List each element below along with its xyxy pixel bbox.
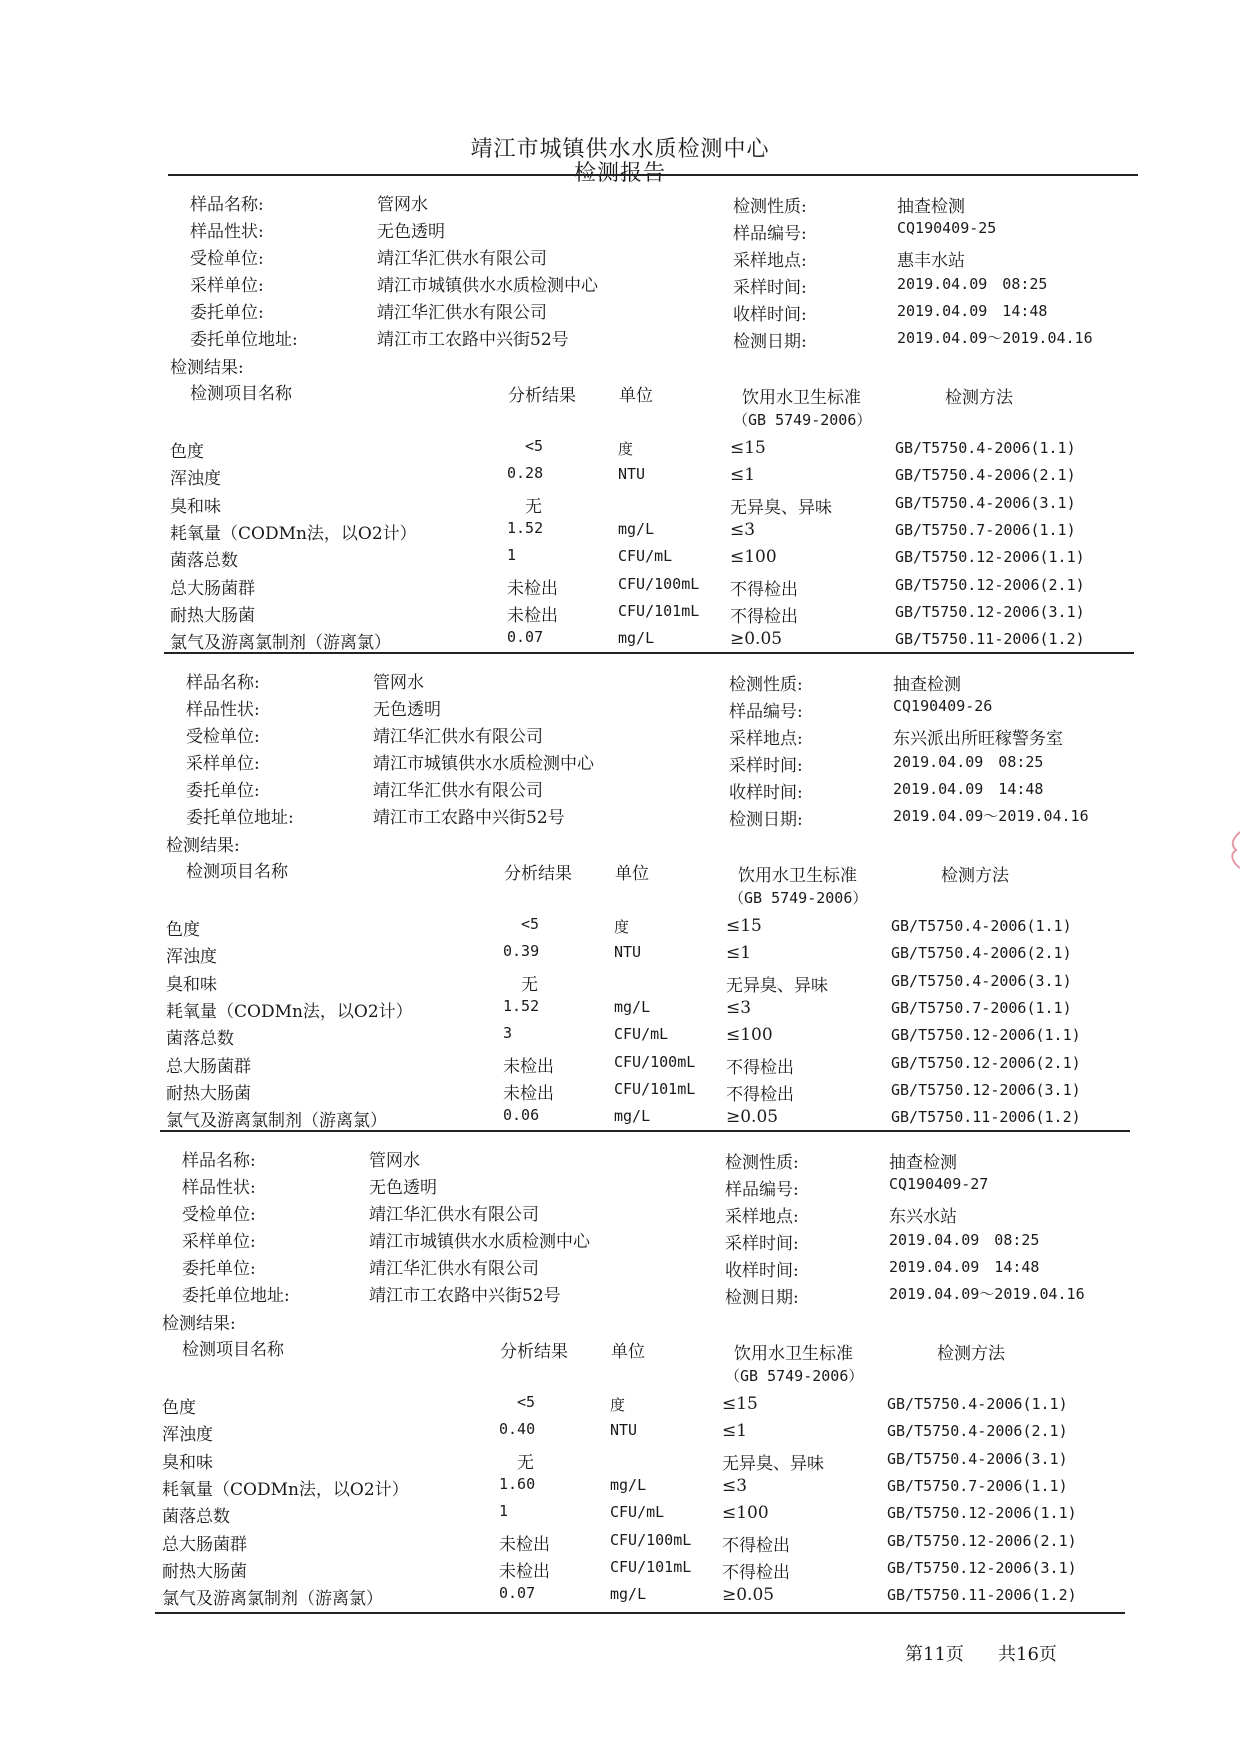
label-test-nature: 检测性质: <box>725 1153 799 1173</box>
value-sampling-unit: 靖江市城镇供水水质检测中心 <box>377 276 598 296</box>
standard-value: 无异臭、异味 <box>730 497 832 518</box>
col-unit-header: 单位 <box>615 864 649 884</box>
unit-value: mg/L <box>610 1585 647 1604</box>
result-value: 未检出 <box>503 1083 554 1104</box>
label-sampling-site: 采样地点: <box>729 729 803 749</box>
paper-stain <box>1224 830 1240 870</box>
result-value: 1.52 <box>503 996 540 1015</box>
unit-value: NTU <box>618 465 646 484</box>
value-sampling-time: 2019.04.09 08:25 <box>893 753 1044 771</box>
value-receipt-time: 2019.04.09 14:48 <box>893 780 1044 798</box>
result-value: 0.28 <box>507 464 544 483</box>
method-value: GB/T5750.4-2006(2.1) <box>891 944 1072 963</box>
label-sampling-time: 采样时间: <box>729 756 803 776</box>
label-client-unit: 委托单位: <box>186 781 260 801</box>
col-standard-header: 饮用水卫生标准 <box>742 388 861 408</box>
col-standard-code: （GB 5749-2006） <box>733 411 872 429</box>
method-value: GB/T5750.7-2006(1.1) <box>891 998 1072 1017</box>
unit-value: mg/L <box>618 519 655 538</box>
value-sampling-site: 惠丰水站 <box>897 251 965 271</box>
result-value: <5 <box>525 437 544 455</box>
standard-value: ≤15 <box>726 916 762 936</box>
result-value: 0.39 <box>503 942 540 961</box>
method-value: GB/T5750.12-2006(2.1) <box>887 1531 1077 1550</box>
standard-value: ≥0.05 <box>730 629 783 650</box>
standard-value: 不得检出 <box>730 579 798 600</box>
result-value: 0.40 <box>499 1420 536 1439</box>
unit-value: CFU/mL <box>610 1503 665 1522</box>
value-sample-no: CQ190409-25 <box>897 219 997 237</box>
method-value: GB/T5750.7-2006(1.1) <box>887 1476 1068 1495</box>
item-name: 耐热大肠菌 <box>166 1083 251 1104</box>
col-result-header: 分析结果 <box>504 864 572 884</box>
standard-value: ≤1 <box>722 1421 748 1442</box>
method-value: GB/T5750.12-2006(2.1) <box>891 1053 1081 1072</box>
result-value: 无 <box>517 1452 534 1473</box>
value-sample-state: 无色透明 <box>369 1178 437 1198</box>
value-sample-name: 管网水 <box>377 195 428 215</box>
item-name: 总大肠菌群 <box>162 1534 247 1555</box>
label-sampling-time: 采样时间: <box>725 1234 799 1254</box>
method-value: GB/T5750.11-2006(1.2) <box>891 1108 1081 1127</box>
item-name: 氯气及游离氯制剂（游离氯） <box>162 1589 383 1610</box>
result-value: 1 <box>499 1502 509 1521</box>
value-sampling-site: 东兴水站 <box>889 1207 957 1227</box>
value-test-date: 2019.04.09～2019.04.16 <box>897 329 1093 347</box>
value-test-nature: 抽查检测 <box>897 197 965 217</box>
label-client-unit: 委托单位: <box>190 303 264 323</box>
standard-value: ≥0.05 <box>722 1585 775 1606</box>
value-inspected-unit: 靖江华汇供水有限公司 <box>369 1205 539 1225</box>
results-heading: 检测结果: <box>170 358 244 378</box>
label-client-unit: 委托单位: <box>182 1259 256 1279</box>
label-test-date: 检测日期: <box>733 332 807 352</box>
label-test-nature: 检测性质: <box>733 197 807 217</box>
item-name: 浑浊度 <box>166 947 217 968</box>
unit-value: mg/L <box>614 997 651 1016</box>
method-value: GB/T5750.12-2006(3.1) <box>891 1080 1081 1099</box>
item-name: 浑浊度 <box>162 1425 213 1446</box>
value-sample-no: CQ190409-27 <box>889 1175 989 1193</box>
item-name: 总大肠菌群 <box>170 578 255 599</box>
label-sample-no: 样品编号: <box>725 1180 799 1200</box>
value-sample-name: 管网水 <box>373 673 424 693</box>
standard-value: 不得检出 <box>726 1057 794 1078</box>
unit-value: NTU <box>610 1421 638 1440</box>
col-item-header: 检测项目名称 <box>182 1340 284 1360</box>
value-client-address: 靖江市工农路中兴街52号 <box>369 1286 561 1306</box>
item-name: 耐热大肠菌 <box>162 1561 247 1582</box>
label-sample-state: 样品性状: <box>186 700 260 720</box>
standard-value: ≤100 <box>730 547 777 568</box>
label-sampling-unit: 采样单位: <box>190 276 264 296</box>
standard-value: ≤100 <box>726 1025 773 1046</box>
col-method-header: 检测方法 <box>937 1344 1005 1364</box>
method-value: GB/T5750.4-2006(2.1) <box>887 1422 1068 1441</box>
value-sample-no: CQ190409-26 <box>893 697 993 715</box>
results-heading: 检测结果: <box>166 836 240 856</box>
result-value: 无 <box>521 974 538 995</box>
col-unit-header: 单位 <box>611 1342 645 1362</box>
value-test-nature: 抽查检测 <box>889 1153 957 1173</box>
item-name: 耗氧量（CODMn法，以O2计） <box>170 523 417 544</box>
col-standard-header: 饮用水卫生标准 <box>738 866 857 886</box>
result-value: 0.06 <box>503 1106 540 1125</box>
standard-value: ≤3 <box>730 519 756 540</box>
label-sampling-time: 采样时间: <box>733 278 807 298</box>
value-receipt-time: 2019.04.09 14:48 <box>897 302 1048 320</box>
label-inspected-unit: 受检单位: <box>182 1205 256 1225</box>
item-name: 耗氧量（CODMn法，以O2计） <box>162 1479 409 1500</box>
col-standard-header: 饮用水卫生标准 <box>734 1344 853 1364</box>
method-value: GB/T5750.4-2006(3.1) <box>887 1449 1068 1468</box>
label-inspected-unit: 受检单位: <box>190 249 264 269</box>
item-name: 耐热大肠菌 <box>170 605 255 626</box>
result-value: 无 <box>525 496 542 517</box>
method-value: GB/T5750.12-2006(1.1) <box>895 548 1085 567</box>
item-name: 浑浊度 <box>170 469 221 490</box>
value-sampling-unit: 靖江市城镇供水水质检测中心 <box>373 754 594 774</box>
results-heading: 检测结果: <box>162 1314 236 1334</box>
standard-value: ≤15 <box>730 438 766 458</box>
standard-value: ≤3 <box>726 997 752 1018</box>
col-unit-header: 单位 <box>619 386 653 406</box>
result-value: 未检出 <box>499 1534 550 1555</box>
standard-value: 不得检出 <box>722 1562 790 1583</box>
report-org-title: 靖江市城镇供水水质检测中心 <box>470 137 770 162</box>
result-value: 未检出 <box>507 578 558 599</box>
value-sample-state: 无色透明 <box>373 700 441 720</box>
standard-value: ≤3 <box>722 1475 748 1496</box>
report-title: 检测报告 <box>573 161 666 186</box>
item-name: 菌落总数 <box>162 1507 230 1528</box>
method-value: GB/T5750.11-2006(1.2) <box>887 1586 1077 1605</box>
label-receipt-time: 收样时间: <box>733 305 807 325</box>
standard-value: ≥0.05 <box>726 1107 779 1128</box>
col-standard-code: （GB 5749-2006） <box>729 889 868 907</box>
result-value: <5 <box>521 915 540 933</box>
value-receipt-time: 2019.04.09 14:48 <box>889 1258 1040 1276</box>
method-value: GB/T5750.11-2006(1.2) <box>895 630 1085 649</box>
standard-value: 不得检出 <box>726 1084 794 1105</box>
value-test-date: 2019.04.09～2019.04.16 <box>889 1285 1085 1303</box>
value-client-address: 靖江市工农路中兴街52号 <box>377 330 569 350</box>
method-value: GB/T5750.4-2006(1.1) <box>895 439 1076 457</box>
unit-value: mg/L <box>610 1475 647 1494</box>
method-value: GB/T5750.4-2006(2.1) <box>895 466 1076 485</box>
label-test-date: 检测日期: <box>729 810 803 830</box>
item-name: 耗氧量（CODMn法，以O2计） <box>166 1001 413 1022</box>
unit-value: 度 <box>618 440 634 458</box>
section-separator <box>168 174 1138 176</box>
unit-value: CFU/101mL <box>618 601 700 620</box>
standard-value: ≤100 <box>722 1503 769 1524</box>
col-result-header: 分析结果 <box>500 1342 568 1362</box>
col-item-header: 检测项目名称 <box>190 384 292 404</box>
result-value: 1.60 <box>499 1474 536 1493</box>
method-value: GB/T5750.4-2006(3.1) <box>891 971 1072 990</box>
col-standard-code: （GB 5749-2006） <box>725 1367 864 1385</box>
item-name: 菌落总数 <box>166 1029 234 1050</box>
method-value: GB/T5750.12-2006(1.1) <box>887 1504 1077 1523</box>
label-sample-name: 样品名称: <box>182 1151 256 1171</box>
result-value: 1 <box>507 546 517 565</box>
value-sample-name: 管网水 <box>369 1151 420 1171</box>
footer-rule <box>155 1612 1125 1614</box>
label-sampling-unit: 采样单位: <box>186 754 260 774</box>
value-sampling-unit: 靖江市城镇供水水质检测中心 <box>369 1232 590 1252</box>
unit-value: 度 <box>610 1396 626 1414</box>
method-value: GB/T5750.12-2006(1.1) <box>891 1026 1081 1045</box>
standard-value: ≤1 <box>726 943 752 964</box>
label-test-date: 检测日期: <box>725 1288 799 1308</box>
value-inspected-unit: 靖江华汇供水有限公司 <box>377 249 547 269</box>
label-client-address: 委托单位地址: <box>190 330 298 350</box>
item-name: 色度 <box>162 1398 196 1418</box>
unit-value: NTU <box>614 943 642 962</box>
section-separator <box>160 1130 1130 1132</box>
result-value: <5 <box>517 1393 536 1411</box>
standard-value: 无异臭、异味 <box>722 1453 824 1474</box>
label-inspected-unit: 受检单位: <box>186 727 260 747</box>
standard-value: 无异臭、异味 <box>726 975 828 996</box>
standard-value: 不得检出 <box>730 606 798 627</box>
label-receipt-time: 收样时间: <box>729 783 803 803</box>
standard-value: ≤1 <box>730 465 756 486</box>
label-sample-no: 样品编号: <box>733 224 807 244</box>
item-name: 臭和味 <box>170 496 221 517</box>
result-value: 未检出 <box>499 1561 550 1582</box>
method-value: GB/T5750.12-2006(3.1) <box>887 1558 1077 1577</box>
result-value: 3 <box>503 1024 513 1043</box>
standard-value: ≤15 <box>722 1394 758 1414</box>
method-value: GB/T5750.12-2006(2.1) <box>895 575 1085 594</box>
label-sample-name: 样品名称: <box>186 673 260 693</box>
label-client-address: 委托单位地址: <box>182 1286 290 1306</box>
label-sampling-site: 采样地点: <box>733 251 807 271</box>
value-inspected-unit: 靖江华汇供水有限公司 <box>373 727 543 747</box>
label-client-address: 委托单位地址: <box>186 808 294 828</box>
value-test-nature: 抽查检测 <box>893 675 961 695</box>
label-sampling-unit: 采样单位: <box>182 1232 256 1252</box>
result-value: 0.07 <box>499 1584 536 1603</box>
label-sample-name: 样品名称: <box>190 195 264 215</box>
col-method-header: 检测方法 <box>945 388 1013 408</box>
value-sampling-time: 2019.04.09 08:25 <box>897 275 1048 293</box>
result-value: 0.07 <box>507 628 544 647</box>
label-test-nature: 检测性质: <box>729 675 803 695</box>
item-name: 臭和味 <box>162 1452 213 1473</box>
item-name: 氯气及游离氯制剂（游离氯） <box>170 633 391 654</box>
method-value: GB/T5750.4-2006(1.1) <box>891 917 1072 935</box>
item-name: 臭和味 <box>166 974 217 995</box>
page-number: 第11页 <box>905 1644 964 1665</box>
unit-value: mg/L <box>614 1107 651 1126</box>
value-client-unit: 靖江华汇供水有限公司 <box>373 781 543 801</box>
result-value: 1.52 <box>507 518 544 537</box>
unit-value: CFU/101mL <box>610 1557 692 1576</box>
unit-value: CFU/100mL <box>614 1052 696 1071</box>
col-method-header: 检测方法 <box>941 866 1009 886</box>
item-name: 菌落总数 <box>170 551 238 572</box>
value-sampling-site: 东兴派出所旺稼警务室 <box>893 729 1063 749</box>
section-separator <box>164 652 1134 654</box>
unit-value: CFU/mL <box>614 1025 669 1044</box>
result-value: 未检出 <box>503 1056 554 1077</box>
item-name: 色度 <box>170 442 204 462</box>
value-client-unit: 靖江华汇供水有限公司 <box>377 303 547 323</box>
standard-value: 不得检出 <box>722 1535 790 1556</box>
unit-value: CFU/mL <box>618 547 673 566</box>
value-sample-state: 无色透明 <box>377 222 445 242</box>
item-name: 色度 <box>166 920 200 940</box>
unit-value: mg/L <box>618 629 655 648</box>
value-client-unit: 靖江华汇供水有限公司 <box>369 1259 539 1279</box>
result-value: 未检出 <box>507 605 558 626</box>
value-client-address: 靖江市工农路中兴街52号 <box>373 808 565 828</box>
method-value: GB/T5750.4-2006(1.1) <box>887 1395 1068 1413</box>
unit-value: CFU/100mL <box>610 1530 692 1549</box>
value-test-date: 2019.04.09～2019.04.16 <box>893 807 1089 825</box>
label-receipt-time: 收样时间: <box>725 1261 799 1281</box>
value-sampling-time: 2019.04.09 08:25 <box>889 1231 1040 1249</box>
unit-value: CFU/101mL <box>614 1079 696 1098</box>
unit-value: CFU/100mL <box>618 574 700 593</box>
label-sample-state: 样品性状: <box>190 222 264 242</box>
col-result-header: 分析结果 <box>508 386 576 406</box>
method-value: GB/T5750.12-2006(3.1) <box>895 602 1085 621</box>
item-name: 总大肠菌群 <box>166 1056 251 1077</box>
col-item-header: 检测项目名称 <box>186 862 288 882</box>
unit-value: 度 <box>614 918 630 936</box>
label-sample-no: 样品编号: <box>729 702 803 722</box>
page-total: 共16页 <box>998 1644 1057 1665</box>
item-name: 氯气及游离氯制剂（游离氯） <box>166 1111 387 1132</box>
label-sample-state: 样品性状: <box>182 1178 256 1198</box>
method-value: GB/T5750.4-2006(3.1) <box>895 493 1076 512</box>
label-sampling-site: 采样地点: <box>725 1207 799 1227</box>
method-value: GB/T5750.7-2006(1.1) <box>895 520 1076 539</box>
